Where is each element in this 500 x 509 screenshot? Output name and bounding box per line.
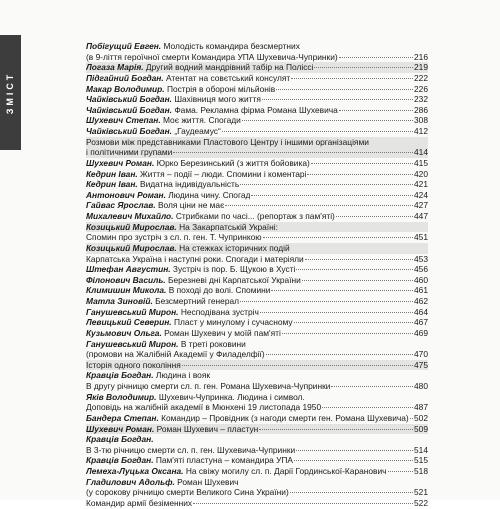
toc-entry	[86, 434, 428, 445]
toc-entry-author: Левицький Северин.	[86, 317, 174, 328]
toc-entry-title: Юрко Березинський (з життя бойовика)	[156, 157, 310, 168]
toc-entry-title: В другу річницю смерти сл. п. ген. Романа Шухевича-Чупринки	[86, 381, 331, 391]
toc-dot-leader	[388, 471, 413, 472]
toc-entry-page-number: 502	[414, 412, 428, 423]
toc-dot-leader	[410, 418, 413, 419]
toc-entry-page-number: 469	[414, 327, 428, 338]
toc-entry	[86, 264, 428, 275]
toc-entry-text	[86, 307, 259, 318]
toc-dot-leader	[276, 89, 413, 90]
toc-entry-title: На стежках історичних подій	[179, 242, 290, 253]
toc-entry-title: Командир армії безіменних	[86, 497, 193, 508]
toc-entry	[86, 232, 428, 243]
toc-entry-title: Шахівниця мого життя	[174, 94, 261, 105]
toc-entry-author: Матла Зиновій.	[86, 296, 156, 306]
toc-dot-leader	[222, 131, 413, 132]
toc-entry	[86, 498, 428, 509]
toc-entry-page-number: 453	[414, 253, 428, 264]
toc-entry-page-number: 456	[414, 264, 428, 275]
toc-entry-text	[86, 498, 192, 509]
toc-entry	[86, 402, 428, 413]
toc-dot-leader	[307, 174, 413, 175]
toc-entry-text	[86, 413, 409, 424]
toc-entry-page-number: 222	[414, 72, 428, 83]
toc-entry-title: Березневі дні Карпатської України	[167, 274, 301, 285]
toc-entry-page-number: 464	[414, 306, 428, 317]
toc-entry-author: Чайківський Богдан.	[86, 94, 175, 105]
toc-entry-author: Шухевич Роман.	[86, 157, 157, 168]
toc-entry-author: Побігущий Евген.	[86, 41, 164, 51]
toc-entry-author: Штефан Августин.	[86, 264, 173, 275]
toc-entry-text	[86, 381, 330, 392]
toc-dot-leader	[311, 163, 413, 164]
toc-dot-leader	[262, 99, 413, 100]
toc-entry-text	[86, 434, 154, 445]
toc-entry-title: „Гаудеамус“	[174, 126, 221, 136]
toc-entry-page-number: 451	[414, 232, 428, 243]
toc-entry-title: Моє життя. Спогади	[162, 115, 241, 126]
toc-entry-title: Спомин про зустріч з сл. п. ген. Т. Чупринкою	[86, 232, 262, 243]
toc-entry	[86, 190, 428, 201]
toc-entry	[86, 477, 428, 488]
toc-entry	[86, 179, 428, 190]
toc-entry-text	[86, 137, 369, 148]
toc-entry	[86, 84, 428, 95]
toc-entry	[86, 169, 428, 180]
toc-entry-title: Командир – Провідник (з нагоди смерти ген. Романа Шухевича)	[161, 412, 409, 423]
toc-entry-author: Підгайний Богдан.	[86, 72, 167, 83]
toc-entry-text	[86, 158, 310, 169]
toc-dot-leader	[193, 503, 413, 504]
toc-entry	[86, 487, 428, 498]
toc-dot-leader	[173, 152, 413, 153]
toc-entry	[86, 115, 428, 126]
toc-entry-text	[86, 402, 321, 413]
toc-entry-page-number: 414	[414, 147, 428, 158]
toc-entry	[86, 200, 428, 211]
toc-entry-author: Яків Володимир.	[86, 391, 159, 402]
toc-entry	[86, 296, 428, 307]
toc-entry-title: На Закарпатській Україні:	[179, 221, 278, 232]
toc-entry-text	[86, 94, 261, 105]
toc-entry-title: Несподівана зустріч	[180, 306, 259, 317]
toc-entry-text	[86, 392, 305, 403]
toc-entry-text	[86, 243, 290, 254]
toc-entry-text	[86, 190, 250, 201]
toc-entry-text	[86, 222, 278, 233]
toc-dot-leader	[339, 57, 413, 58]
toc-entry-text	[86, 445, 295, 456]
toc-entry-text	[86, 285, 270, 296]
toc-entry	[86, 275, 428, 286]
toc-dot-leader	[296, 450, 413, 451]
toc-entry	[86, 307, 428, 318]
toc-entry-page-number: 522	[414, 497, 428, 508]
toc-entry-text	[86, 455, 293, 466]
toc-entry-page-number: 447	[414, 211, 428, 221]
toc-entry	[86, 339, 428, 350]
toc-entry-author: Антонович Роман.	[86, 189, 169, 200]
toc-dot-leader	[339, 110, 413, 111]
toc-entry-page-number: 487	[414, 402, 428, 413]
toc-entry-author: Філонович Василь.	[86, 274, 168, 285]
toc-entry-page-number: 421	[414, 179, 428, 190]
toc-entry-page-number: 412	[414, 126, 428, 136]
toc-entry	[86, 126, 428, 137]
toc-entry-text	[86, 254, 304, 265]
toc-dot-leader	[322, 407, 413, 408]
toc-entry-page-number: 460	[414, 274, 428, 285]
toc-entry-author: Ганушевський Мирон.	[86, 338, 181, 349]
toc-entry-title: Роман Шухевич – пластун	[156, 423, 259, 434]
toc-entry	[86, 392, 428, 403]
toc-entry-title: В 3-тю річницю смерти сл. п. ген. Шухевича-Чупринки	[86, 444, 296, 455]
toc-dot-leader	[290, 492, 413, 493]
toc-entry-title: Пласт у минулому і сучасному	[173, 317, 293, 328]
toc-dot-leader	[271, 290, 413, 291]
toc-entry	[86, 413, 428, 424]
toc-entry	[86, 466, 428, 477]
toc-entry-title: На свіжу могилу сл. п. Дарії Гординської-Каранович	[185, 466, 387, 476]
toc-entry-title: (промови на Жалібній Академії у Филаделфії)	[86, 349, 265, 360]
toc-entry-title: Другий водний мандрівний табір на Поліссі	[145, 62, 314, 73]
toc-entry-page-number: 480	[414, 381, 428, 391]
toc-dot-leader	[336, 216, 413, 217]
toc-entry-author: Кузьмович Ольга.	[86, 327, 165, 338]
toc-entry-page-number: 415	[414, 157, 428, 168]
toc-entry-title: Доповідь на жалібній академії в Мюнхені 19 листопада 1950	[86, 402, 322, 413]
toc-entry-text	[86, 73, 290, 84]
toc-entry-page-number: 462	[414, 296, 428, 306]
toc-entry-page-number: 219	[414, 62, 428, 73]
toc-entry-text	[86, 477, 239, 488]
toc-entry-page-number: 232	[414, 94, 428, 105]
toc-entry-title: Роман Шухевич	[177, 476, 239, 487]
toc-dot-leader	[294, 460, 413, 461]
toc-entry-text	[86, 126, 221, 137]
toc-entry-page-number: 521	[414, 487, 428, 498]
toc-entry	[86, 52, 428, 63]
toc-entry-title: В треті роковини	[180, 338, 246, 349]
toc-entry-text	[86, 52, 338, 63]
toc-dot-leader	[302, 280, 413, 281]
toc-entry-title: Видатна індивідуальність	[140, 179, 240, 190]
toc-entry-page-number: 216	[414, 51, 428, 62]
toc-entry-author: Кравців Богдан.	[86, 455, 156, 466]
toc-entry	[86, 445, 428, 456]
toc-entry-text	[86, 424, 258, 435]
toc-entry	[86, 222, 428, 233]
toc-entry-text	[86, 360, 181, 371]
toc-entry-text	[86, 339, 246, 350]
toc-entry-text	[86, 211, 335, 222]
toc-entry-title: Життя – події – люди. Спомини і коментарі	[140, 168, 307, 179]
toc-dot-leader	[251, 195, 413, 196]
toc-dot-leader	[240, 301, 413, 302]
toc-dot-leader	[294, 322, 413, 323]
toc-entry-text	[86, 328, 281, 339]
toc-dot-leader	[225, 205, 413, 206]
toc-entry-page-number: 420	[414, 168, 428, 179]
toc-entry	[86, 254, 428, 265]
toc-entry-title: Історія одного покоління	[86, 359, 181, 370]
toc-entry-author: Бандера Степан.	[86, 412, 162, 423]
toc-entry-title: Карпатська Україна і наступні роки. Спогади і матеріяли	[86, 253, 304, 264]
toc-entry	[86, 317, 428, 328]
toc-entry-title: Людина і вояк	[155, 370, 211, 381]
toc-entry-text	[86, 466, 387, 477]
toc-entry-page-number: 514	[414, 444, 428, 455]
toc-entry-title: Пам'яті пластуна – командира УПА	[155, 455, 294, 466]
toc-entry-text	[86, 179, 239, 190]
toc-entry-text	[86, 349, 265, 360]
toc-dot-leader	[296, 269, 413, 270]
toc-entry-text	[86, 487, 289, 498]
toc-dot-leader	[314, 67, 413, 68]
toc-entry-title: (в 9-ліття героїчної смерти Командира УПА Шухевича-Чупринки)	[86, 51, 338, 62]
toc-entry	[86, 73, 428, 84]
toc-entry-text	[86, 232, 262, 243]
contents-side-label	[0, 35, 21, 150]
toc-entry-page-number: 515	[414, 455, 428, 466]
toc-entry-page-number: 467	[414, 317, 428, 328]
toc-entry-page-number: 518	[414, 466, 428, 476]
toc-entry-author: Кедрин Іван.	[86, 179, 141, 190]
toc-entry-text	[86, 41, 300, 52]
toc-entry-title: Роман Шухевич у моїй пам'яті	[164, 327, 281, 338]
toc-dot-leader	[305, 259, 413, 260]
toc-entry-author: Макар Володимир.	[86, 83, 167, 94]
toc-entry-author: Чайківський Богдан.	[86, 126, 175, 136]
toc-entry-text	[86, 62, 313, 73]
toc-entry-text	[86, 264, 295, 275]
toc-entry-author: Кедрин Іван.	[86, 168, 141, 179]
toc-dot-leader	[242, 120, 413, 121]
toc-entry-page-number: 509	[414, 423, 428, 434]
toc-entry-author: Ганушевський Мирон.	[86, 306, 181, 317]
toc-entry	[86, 147, 428, 158]
toc-entry	[86, 105, 428, 116]
toc-entry-title: Молодість командира безсмертних	[163, 41, 300, 51]
toc-entry	[86, 360, 428, 371]
toc-entry	[86, 94, 428, 105]
toc-entry-page-number: 470	[414, 349, 428, 360]
toc-entry-title: Безсмертний генерал	[155, 296, 240, 306]
toc-entry-title: Стрибками по часі... (репортаж з пам'яті)	[175, 211, 335, 221]
toc-entry-page-number: 424	[414, 189, 428, 200]
toc-entry-author: Козицький Мирослав.	[86, 242, 180, 253]
toc-entry-author: Шухевич Роман.	[86, 423, 157, 434]
toc-entry-text	[86, 169, 306, 180]
toc-entry	[86, 455, 428, 466]
toc-entry-author: Козицький Мирослав.	[86, 221, 180, 232]
toc-dot-leader	[260, 312, 413, 313]
toc-entry	[86, 211, 428, 222]
toc-dot-leader	[291, 78, 413, 79]
toc-entry-text	[86, 275, 301, 286]
toc-entry-text	[86, 296, 239, 307]
toc-dot-leader	[182, 365, 413, 366]
toc-entry-author: Шухевич Степан.	[86, 115, 163, 126]
toc-entry-text	[86, 105, 338, 116]
toc-entry	[86, 137, 428, 148]
toc-entry	[86, 424, 428, 435]
toc-entry-text	[86, 370, 210, 381]
toc-entry-text	[86, 147, 172, 158]
toc-entry-author: Чайківський Богдан.	[86, 104, 175, 115]
toc-entry-title: Зустріч із пор. Б. Щукою в Хусті	[172, 264, 296, 275]
toc-entry	[86, 62, 428, 73]
toc-dot-leader	[282, 333, 413, 334]
toc-entry-author: Логаза Марія.	[86, 62, 146, 73]
toc-entry-author: Лемеха-Луцька Оксана.	[86, 466, 186, 476]
toc-entry-title: Шухевич-Чупринка. Людина і символ.	[158, 391, 305, 402]
contents-side-label-text: ЗМІСТ	[5, 71, 16, 114]
toc-dot-leader	[240, 184, 413, 185]
toc-entry	[86, 41, 428, 52]
toc-entry-text	[86, 317, 293, 328]
toc-entry-title: Розмови між представниками Пластового Центру і іншими організаціями	[86, 136, 369, 147]
toc-entry-author: Кравців Богдан.	[86, 370, 156, 381]
toc-entry-text	[86, 115, 241, 126]
toc-entry-page-number: 461	[414, 285, 428, 296]
toc-entry-author: Михалевич Михайло.	[86, 211, 176, 221]
toc-entry-title: (у сорокову річницю смерти Великого Сина України)	[86, 487, 289, 498]
toc-entry-title: Людина чину. Спогад	[168, 189, 251, 200]
toc-entry	[86, 158, 428, 169]
toc-entry-title: Атентат на совєтський консулят	[166, 72, 291, 83]
toc-entry-page-number: 286	[414, 104, 428, 115]
toc-entry-page-number: 475	[414, 359, 428, 370]
toc-dot-leader	[266, 354, 413, 355]
toc-entry-title: Пострія в обороні мільйонів	[166, 83, 276, 94]
toc-entry-title: Фама. Рекламна фірма Романа Шухевича	[174, 104, 338, 115]
toc-entry-title: і політичними групами	[86, 147, 173, 158]
toc-entry	[86, 349, 428, 360]
toc-entry-author: Климишин Микола.	[86, 285, 169, 296]
toc-entry-author: Гайвас Ярослав.	[86, 200, 158, 211]
toc-entry-title: Воля ціни не має	[157, 200, 225, 211]
toc-entry-text	[86, 200, 224, 211]
table-of-contents	[86, 41, 428, 509]
toc-entry	[86, 381, 428, 392]
toc-entry-page-number: 308	[414, 115, 428, 126]
toc-entry-page-number: 226	[414, 83, 428, 94]
toc-dot-leader	[263, 237, 413, 238]
toc-entry	[86, 243, 428, 254]
toc-dot-leader	[259, 429, 413, 430]
toc-entry-title: В поході до волі. Спомини	[168, 285, 271, 296]
toc-entry-page-number: 427	[414, 200, 428, 211]
contents-side-tab	[0, 35, 21, 150]
toc-entry-author: Гладилович Адольф.	[86, 476, 178, 487]
toc-entry	[86, 285, 428, 296]
toc-entry-text	[86, 84, 275, 95]
toc-dot-leader	[331, 386, 413, 387]
toc-entry	[86, 328, 428, 339]
toc-entry-author: Кравців Богдан.	[86, 434, 154, 445]
toc-entry	[86, 370, 428, 381]
